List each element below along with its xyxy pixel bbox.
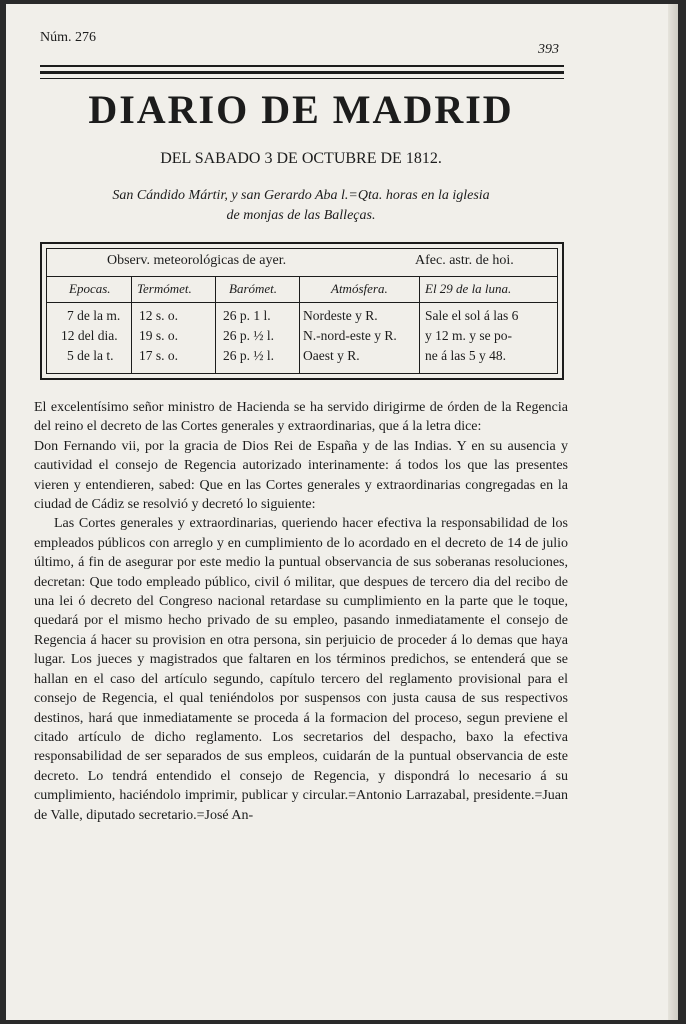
newspaper-page [6,4,678,1020]
weather-table [40,242,564,380]
masthead-title: DIARIO DE MADRID [88,87,514,132]
article-paragraph: El excelentísimo señor ministro de Hacienda se ha servido dirigirme de órden de la Regencia del reino el decreto de las Cortes generales y extraordinarias, que á la letra dice: [34,400,568,435]
header-rule [40,65,564,67]
cell-atmosfera: Nordeste y R. [303,308,378,323]
saints-line-2: de monjas de las Balleças. [226,208,376,223]
header-rule-thin [40,78,564,79]
cell-astro: Sale el sol á las 6 [425,308,519,323]
column-header-atmosfera: Atmósfera. [331,281,388,296]
article-body [34,398,568,825]
column-divider [299,276,300,373]
weather-table-title: Observ. meteorológicas de ayer. [107,253,287,268]
date-line: DEL SABADO 3 DE OCTUBRE DE 1812. [160,150,442,167]
cell-termometro: 17 s. o. [139,348,179,363]
saints-of-the-day [36,186,566,226]
column-header-barometro: Barómet. [229,281,278,296]
table-divider [47,302,557,303]
cell-termometro: 19 s. o. [139,328,179,343]
column-header-termometro: Termómet. [137,281,192,296]
saints-line-1: San Cándido Mártir, y san Gerardo Aba l.=Qta. horas en la iglesia [112,188,490,203]
cell-atmosfera: Oaest y R. [303,348,360,363]
column-divider [131,276,132,373]
cell-barometro: 26 p. ½ l. [223,328,275,343]
article-paragraph: Las Cortes generales y extraordinarias, queriendo hacer efectiva la responsabilidad de los empleados públicos con arreglo y en cumplimiento de lo acordado en el decreto de 14 de julio último, á fin de asegurar por este medio la puntual observancia de sus soberanas resoluciones, decretan: Que todo empleado público, civil ó militar, que despues de tercero dia del recibo de una lei ó decreto del Congreso nacional retardase su cumplimiento en la parte que le toque, quedará por el mismo hecho privado de su empleo, pasando inmediatamente el consejo de Regencia á hacer su provision en otra persona, sin perjuicio de proceder á lo demas que haya lugar. Los jueces y magistrados que faltaren en los términos predichos, se entenderá que se hallan en el caso del artículo segundo, capítulo tercero del reglamento provisional para el consejo de Regencia, el qual teniéndolos por suspensos con justa causa de sus respectivos destinos, hará que inmediatamente se proceda á la formacion del proceso, segun previene el citado artículo de dicho reglamento. Los secretarios del despacho, baxo la efectiva responsabilidad de ser separados de sus empleos, cuidarán de la puntual observancia de este decreto. Lo tendrá entendido el consejo de Regencia, y dispondrá lo necesario á su cumplimiento, haciéndolo imprimir, publicar y circular.=Antonio Larrazabal, presidente.=Juan de Valle, diputado secretario.=José An- [34,516,568,823]
cell-termometro: 12 s. o. [139,308,179,323]
header-rule-thick [40,71,564,74]
cell-epoca: 5 de la t. [67,348,114,363]
cell-barometro: 26 p. ½ l. [223,348,275,363]
column-header-epocas: Epocas. [69,281,111,296]
article-paragraph: Don Fernando vii, por la gracia de Dios Rei de España y de las Indias. Y en su ausencia y cautividad el consejo de Regencia autorizado interinamente: á todos los que las presentes vieren y entendieren, sabed: Que en las Cortes generales y extraordinarias congregadas en la ciudad de Cádiz se resolvió y decretó lo siguiente: [34,438,568,513]
column-divider [215,276,216,373]
cell-barometro: 26 p. 1 l. [223,308,271,323]
cell-epoca: 7 de la m. [67,308,121,323]
table-divider [47,276,557,277]
page-gutter-shadow [668,4,678,1020]
cell-atmosfera: N.-nord-este y R. [303,328,397,343]
column-divider [419,276,420,373]
cell-epoca: 12 del dia. [61,328,118,343]
cell-astro: ne á las 5 y 48. [425,348,506,363]
weather-table-inner [46,248,558,374]
astro-table-title: Afec. astr. de hoi. [415,253,514,268]
issue-number: Núm. 276 [40,30,96,45]
column-header-luna: El 29 de la luna. [425,281,512,296]
page-number: 393 [538,42,559,57]
cell-astro: y 12 m. y se po- [425,328,512,343]
